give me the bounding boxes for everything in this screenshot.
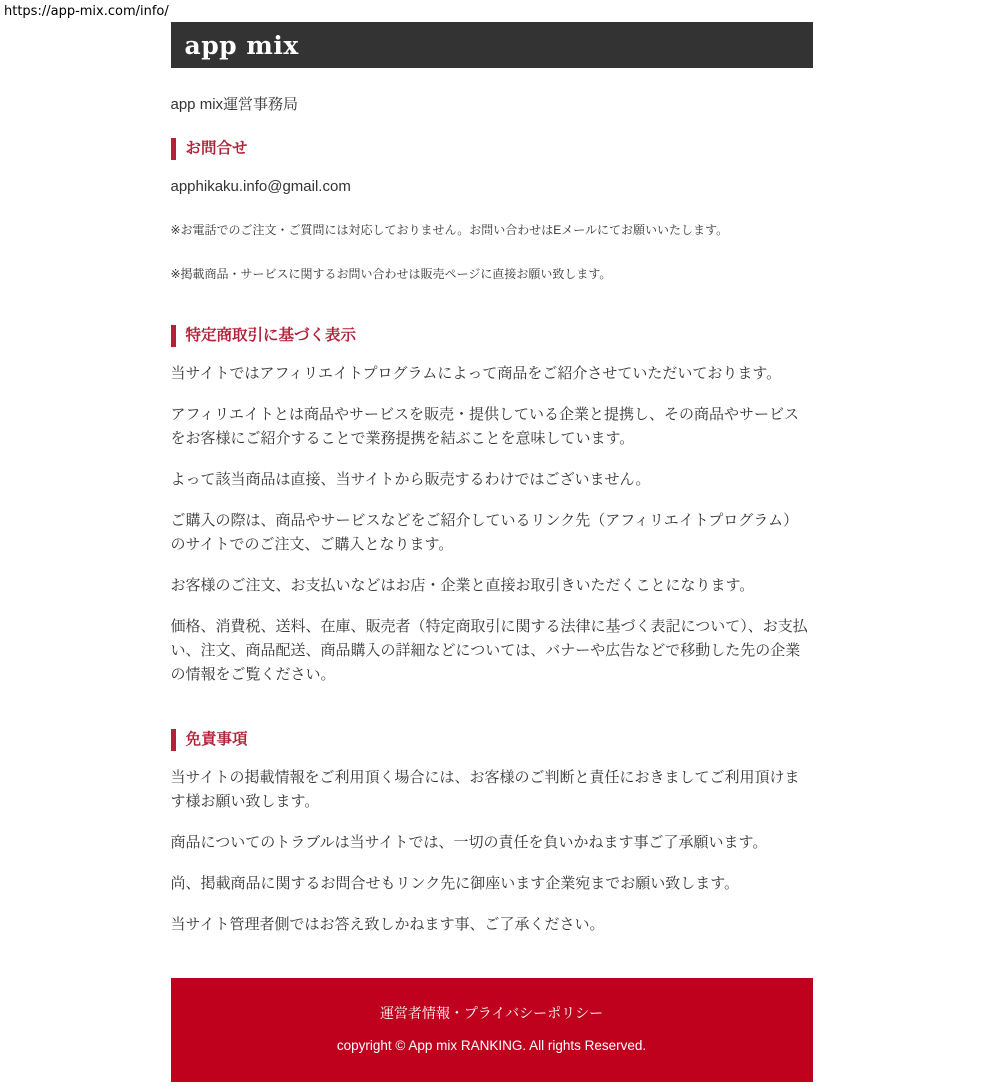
section-heading-contact: お問合せ	[171, 138, 813, 160]
disclaimer-paragraph: 当サイトの掲載情報をご利用頂く場合には、お客様のご判断と責任におきましてご利用頂けます様お願い致します。	[170, 769, 800, 810]
tokutei-paragraph: アフィリエイトとは商品やサービスを販売・提供している企業と提携し、その商品やサービスをお客様にご紹介することで業務提携を結ぶことを意味しています。	[170, 406, 800, 447]
section-heading-disclaimer: 免責事項	[171, 729, 813, 751]
site-header	[171, 22, 813, 68]
tokutei-paragraph: 価格、消費税、送料、在庫、販売者（特定商取引に関する法律に基づく表記について）、お支払い、注文、商品配送、商品購入の詳細などについては、バナーや広告などで移動した先の企業の情報をご覧ください。	[170, 618, 808, 683]
site-title-logo[interactable]: app mix	[184, 30, 299, 60]
contact-note-phone: ※お電話でのご注文・ご質問には対応しておりません。お問い合わせはEメールにてお願いいたします。	[170, 223, 729, 237]
disclaimer-paragraph: 当サイト管理者側ではお答え致しかねます事、ご了承ください。	[170, 916, 605, 933]
contact-note-products: ※掲載商品・サービスに関するお問い合わせは販売ページに直接お願い致します。	[170, 267, 612, 281]
disclaimer-paragraph: 尚、掲載商品に関するお問合せもリンク先に御座います企業宛までお願い致します。	[170, 875, 740, 892]
copyright-text: copyright © App mix RANKING. All rights Reserved.	[336, 1038, 647, 1053]
contact-email-text: apphikaku.info@gmail.com	[170, 178, 351, 195]
section-heading-tokutei: 特定商取引に基づく表示	[171, 325, 813, 347]
footer-privacy-policy-link[interactable]: 運営者情報・プライバシーポリシー	[379, 1005, 604, 1021]
main-content	[171, 68, 813, 937]
tokutei-paragraph: 当サイトではアフィリエイトプログラムによって商品をご紹介させていただいております。	[170, 365, 782, 382]
disclaimer-paragraph: 商品についてのトラブルは当サイトでは、一切の責任を負いかねます事ご了承願います。	[170, 834, 768, 851]
tokutei-paragraph: よって該当商品は直接、当サイトから販売するわけではございません。	[170, 471, 651, 488]
site-footer	[171, 978, 813, 1082]
operator-name-text: app mix運営事務局	[170, 96, 299, 113]
content-column	[171, 22, 813, 1082]
tokutei-paragraph: ご購入の際は、商品やサービスなどをご紹介しているリンク先（アフィリエイトプログラム）のサイトでのご注文、ご購入となります。	[170, 512, 799, 553]
tokutei-paragraph: お客様のご注文、お支払いなどはお店・企業と直接お取引きいただくことになります。	[170, 577, 755, 594]
browser-url-text: https://app-mix.com/info/	[4, 4, 169, 19]
